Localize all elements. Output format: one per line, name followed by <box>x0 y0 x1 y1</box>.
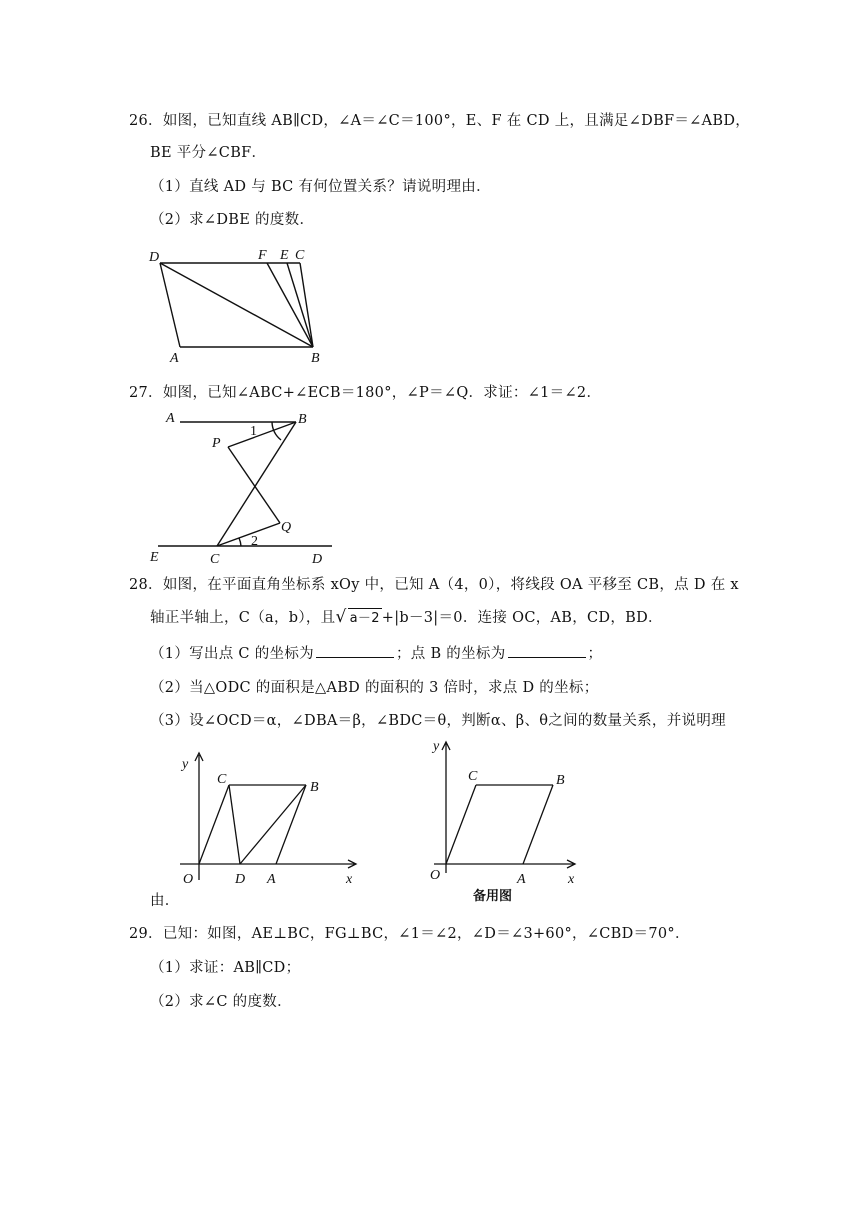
fig1-line-bd <box>240 785 306 864</box>
sqrt-sign: √ <box>335 607 347 627</box>
q26-line-da <box>160 263 180 347</box>
q28-sub1 <box>150 643 602 664</box>
fig1-label-a: A <box>267 872 276 887</box>
q27-number: 27． <box>129 385 163 401</box>
q27-line1 <box>129 383 601 403</box>
fig1-label-d: D <box>235 872 246 887</box>
q28-figure-2 <box>420 733 590 908</box>
q26-line1 <box>129 111 750 131</box>
fig2-caption: 备用图 <box>473 889 513 904</box>
q28-sub3: （3）设∠OCD＝α，∠DBA＝β，∠BDC＝θ，判断α、β、θ之间的数量关系，并说明理 <box>150 713 726 729</box>
q27-label-p: P <box>212 436 221 451</box>
q26-label-c: C <box>295 248 305 263</box>
q28-sub1-c: ； <box>587 646 603 662</box>
fig1-label-o: O <box>183 872 194 887</box>
q26-label-d: D <box>149 250 160 265</box>
q27-angle1-arc <box>272 422 281 440</box>
q27-label-c: C <box>210 552 220 565</box>
q28-sub1-b: ；点 B 的坐标为 <box>395 646 506 662</box>
q26-sub2: （2）求∠DBE 的度数． <box>150 212 315 228</box>
fig2-label-a: A <box>517 872 526 887</box>
fig2-label-y: y <box>433 739 440 754</box>
q28-line2-b: +|b－3|＝0．连接 OC，AB，CD，BD． <box>381 610 663 626</box>
q27-label-1: 1 <box>250 424 257 439</box>
q27-label-d: D <box>312 552 323 565</box>
fig1-line-oc <box>199 785 229 864</box>
q26-label-e: E <box>280 248 289 263</box>
fig1-line-cd <box>229 785 240 864</box>
fig1-label-b: B <box>310 780 319 795</box>
q28-sub2: （2）当△ODC 的面积是△ABD 的面积的 3 倍时，求点 D 的坐标； <box>150 680 599 696</box>
q27-figure <box>140 405 340 565</box>
q27-label-2: 2 <box>251 534 258 549</box>
fig1-line-ba <box>276 785 306 864</box>
q26-label-b: B <box>311 351 320 366</box>
q26-line2: BE 平分∠CBF． <box>150 145 267 161</box>
q27-line-pb <box>228 422 296 447</box>
q27-angle2-arc <box>239 538 241 546</box>
q29-number: 29． <box>129 926 163 942</box>
answer-blank-b[interactable] <box>508 643 586 658</box>
q28-sub3-end: 由． <box>150 893 180 909</box>
fig2-label-c: C <box>468 769 478 784</box>
q29-sub1: （1）求证：AB∥CD； <box>150 960 301 976</box>
q27-label-a: A <box>166 411 175 426</box>
q26-text: 如图，已知直线 AB∥CD，∠A＝∠C＝100°，E、F 在 CD 上，且满足∠DBF＝∠ABD， <box>162 113 751 129</box>
fig2-line-ba <box>523 785 553 864</box>
q27-text: 如图，已知∠ABC+∠ECB＝180°，∠P＝∠Q．求证：∠1＝∠2． <box>162 385 602 401</box>
q29-sub2: （2）求∠C 的度数． <box>150 994 292 1010</box>
q29-text: 已知：如图，AE⊥BC，FG⊥BC，∠1＝∠2，∠D＝∠3+60°，∠CBD＝70°． <box>162 926 690 942</box>
q28-number: 28． <box>129 577 163 593</box>
answer-blank-c[interactable] <box>316 643 394 658</box>
fig2-label-x: x <box>568 872 575 887</box>
q27-line-cq <box>217 523 280 546</box>
q28-text: 如图，在平面直角坐标系 xOy 中，已知 A（4，0），将线段 OA 平移至 CB，点 D 在 x <box>162 577 739 593</box>
q28-line2-a: 轴正半轴上，C（a，b），且 <box>150 610 336 626</box>
q26-label-a: A <box>170 351 179 366</box>
fig1-label-c: C <box>217 772 227 787</box>
q26-label-f: F <box>258 248 267 263</box>
q28-line2 <box>150 607 663 629</box>
q29-line1 <box>129 924 690 944</box>
fig2-label-b: B <box>556 773 565 788</box>
q26-number: 26． <box>129 113 163 129</box>
q26-sub1: （1）直线 AD 与 BC 有何位置关系？请说明理由． <box>150 179 491 195</box>
q28-line1 <box>129 575 739 595</box>
fig2-line-oc <box>446 785 476 864</box>
q27-label-b: B <box>298 412 307 427</box>
fig1-label-y: y <box>182 757 189 772</box>
q27-label-q: Q <box>281 520 292 535</box>
q28-figure-1 <box>170 745 370 890</box>
q26-figure <box>140 240 340 370</box>
q27-label-e: E <box>150 550 159 565</box>
q28-sub1-a: （1）写出点 C 的坐标为 <box>150 646 314 662</box>
fig2-label-o: O <box>430 868 441 883</box>
fig1-label-x: x <box>346 872 353 887</box>
q28-sqrt-content: a－2 <box>348 608 382 629</box>
